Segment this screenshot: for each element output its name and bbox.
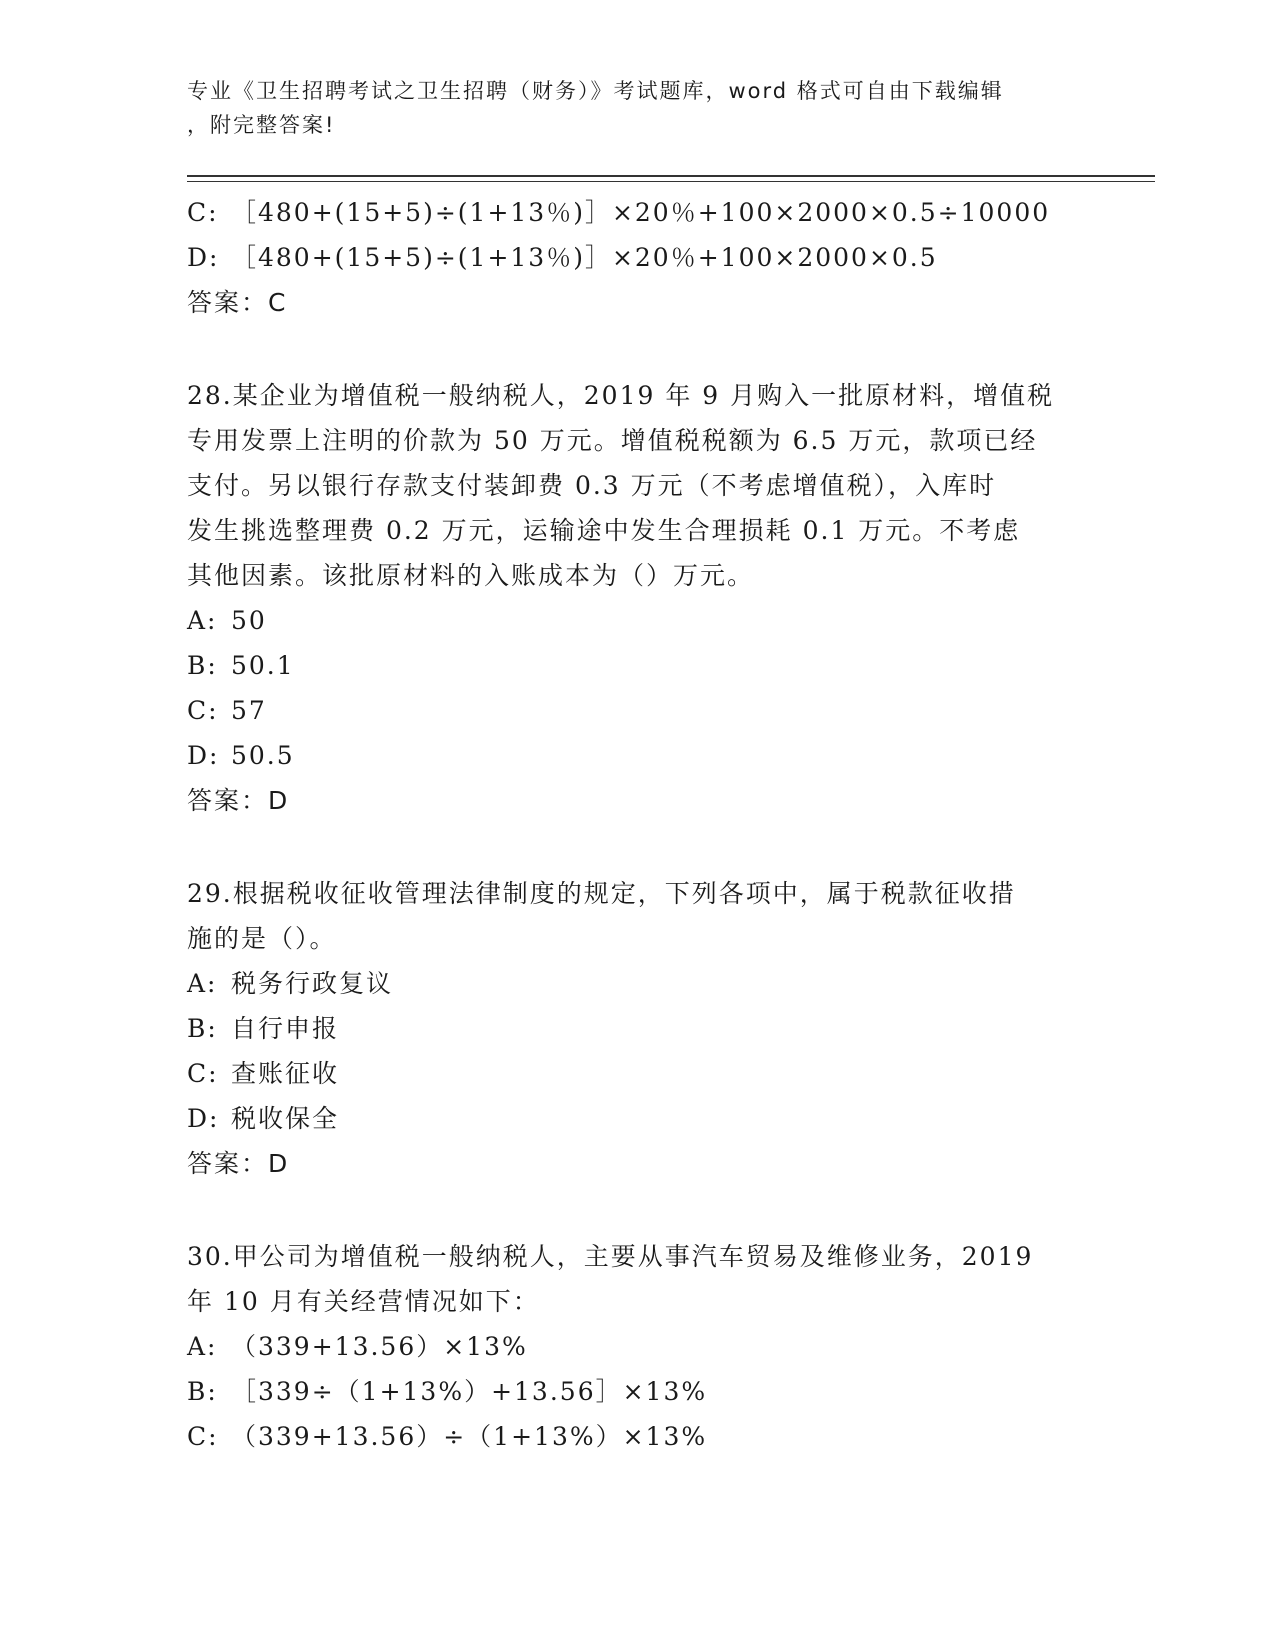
option-b [187,1006,1087,1051]
answer-line: 答案：D [187,786,290,815]
header-line-1: 专业《卫生招聘考试之卫生招聘（财务）》考试题库，word 格式可自由下载编辑 [187,79,1004,103]
option-text: （339+13.56）÷（1+13%）×13% [231,1422,708,1451]
option-c [187,1414,1087,1459]
question-28 [187,373,1087,823]
question-text-line: 其他因素。该批原材料的入账成本为（）万元。 [187,561,755,590]
option-c [187,1051,1087,1096]
option-c [187,190,1087,235]
option-label: A: [187,606,218,635]
option-label: D: [187,1104,220,1133]
option-a [187,961,1087,1006]
spacer [187,325,1087,373]
question-29 [187,871,1087,1186]
option-label: C: [187,1422,219,1451]
question-text-line: 年 10 月有关经营情况如下： [187,1287,540,1316]
option-text: 50.1 [231,651,295,680]
option-text: 税务行政复议 [231,969,394,998]
question-text-line: 29.根据税收征收管理法律制度的规定，下列各项中，属于税款征收措 [187,879,1016,908]
option-c [187,688,1087,733]
option-d [187,235,1087,280]
option-b [187,1369,1087,1414]
option-a [187,1324,1087,1369]
header-line-2: ，附完整答案! [187,113,336,137]
question-text-line: 30.甲公司为增值税一般纳税人，主要从事汽车贸易及维修业务，2019 [187,1242,1034,1271]
option-text: 50 [231,606,267,635]
spacer [187,1186,1087,1234]
question-text-line: 支付。另以银行存款支付装卸费 0.3 万元（不考虑增值税），入库时 [187,471,997,500]
option-text: 自行申报 [231,1014,340,1043]
document-header [187,74,1067,142]
option-label: A: [187,1332,218,1361]
spacer [187,823,1087,871]
question-30 [187,1234,1087,1459]
option-text: 57 [231,696,267,725]
question-text-line: 28.某企业为增值税一般纳税人，2019 年 9 月购入一批原材料，增值税 [187,381,1055,410]
option-text: ［339÷（1+13%）+13.56］×13% [231,1377,708,1406]
option-label: C: [187,696,219,725]
answer-line: 答案：C [187,288,288,317]
option-label: B: [187,1377,218,1406]
option-text: 税收保全 [231,1104,340,1133]
option-text: ［480+(15+5)÷(1+13％)］×20％+100×2000×0.5÷10000 [231,198,1051,227]
question-text-line: 专用发票上注明的价款为 50 万元。增值税税额为 6.5 万元，款项已经 [187,426,1038,455]
question-text-line: 施的是（）。 [187,924,337,953]
option-label: A: [187,969,218,998]
option-d [187,733,1087,778]
question-content [187,190,1087,1459]
option-label: D: [187,741,220,770]
option-label: B: [187,651,218,680]
option-label: B: [187,1014,218,1043]
option-b [187,643,1087,688]
answer-line: 答案：D [187,1149,290,1178]
question-text-line: 发生挑选整理费 0.2 万元，运输途中发生合理损耗 0.1 万元。不考虑 [187,516,1021,545]
option-text: （339+13.56）×13% [231,1332,528,1361]
option-text: 50.5 [231,741,295,770]
option-label: D: [187,243,220,272]
header-divider-thick [187,175,1155,177]
header-divider-thin [187,181,1155,182]
option-text: ［480+(15+5)÷(1+13％)］×20％+100×2000×0.5 [231,243,938,272]
option-a [187,598,1087,643]
question-27-tail [187,190,1087,325]
option-d [187,1096,1087,1141]
option-label: C: [187,1059,219,1088]
option-label: C: [187,198,219,227]
option-text: 查账征收 [231,1059,340,1088]
